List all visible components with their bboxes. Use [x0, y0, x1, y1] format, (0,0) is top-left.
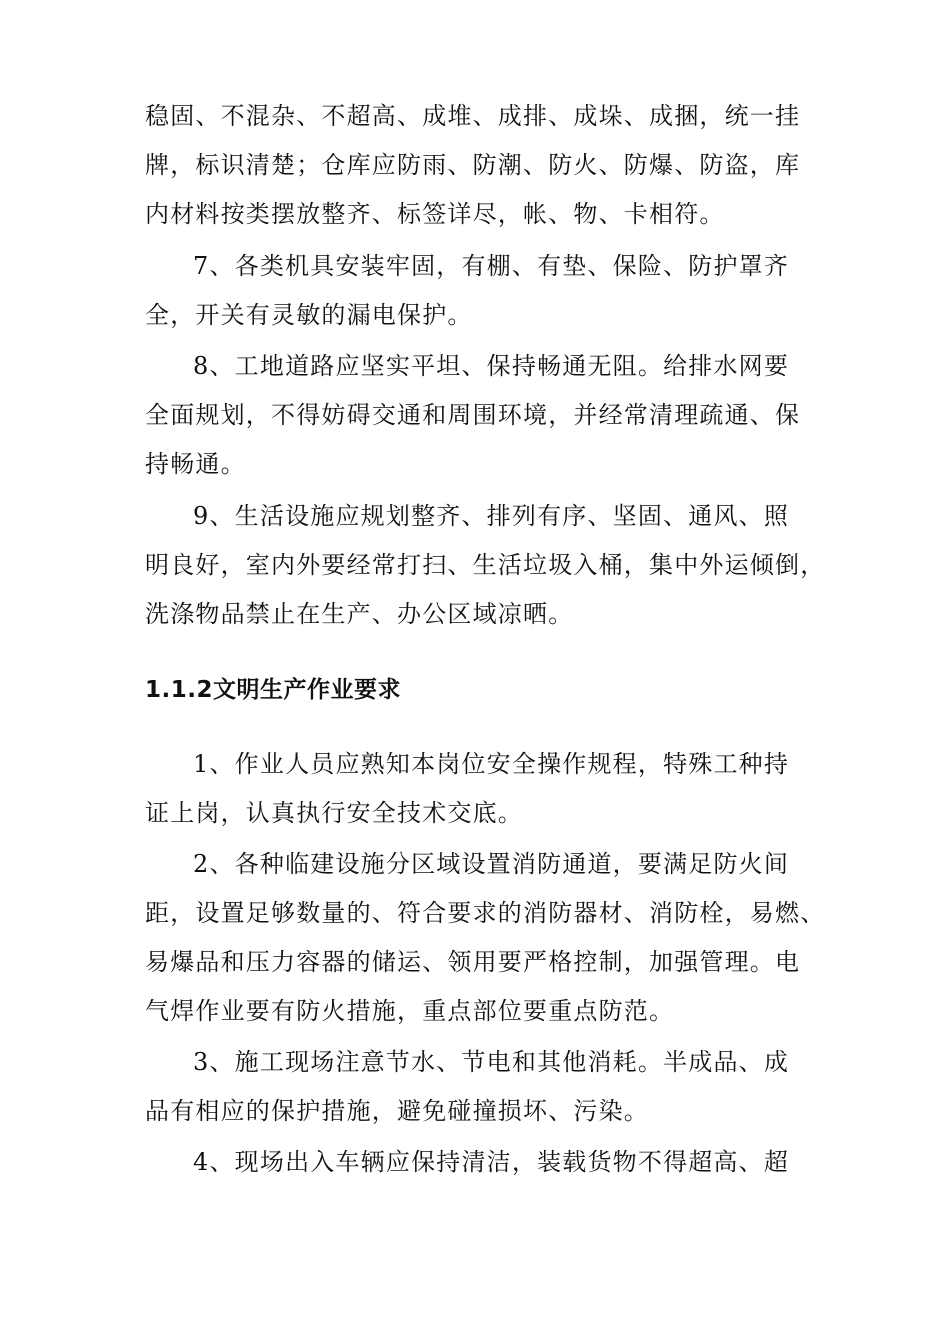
text-line: 证上岗，认真执行安全技术交底。: [145, 799, 523, 827]
text-line: 距，设置足够数量的、符合要求的消防器材、消防栓，易燃、: [145, 899, 826, 927]
section-heading: 1.1.2文明生产作业要求: [145, 677, 401, 703]
text-line: 持畅通。: [145, 450, 246, 478]
text-line: 气焊作业要有防火措施，重点部位要重点防范。: [145, 997, 675, 1025]
text-line: 牌，标识清楚；仓库应防雨、防潮、防火、防爆、防盗，库: [145, 151, 801, 179]
text-line: 品有相应的保护措施，避免碰撞损坏、污染。: [145, 1097, 649, 1125]
text-line: 洗涤物品禁止在生产、办公区域凉晒。: [145, 600, 574, 628]
paragraph-start-line: 8、工地道路应坚实平坦、保持畅通无阻。给排水网要: [193, 352, 790, 380]
text-line: 全，开关有灵敏的漏电保护。: [145, 301, 473, 329]
paragraph-start-line: 7、各类机具安装牢固，有棚、有垫、保险、防护罩齐: [193, 252, 790, 280]
paragraph-start-line: 2、各种临建设施分区域设置消防通道，要满足防火间: [193, 850, 790, 878]
paragraph-start-line: 9、生活设施应规划整齐、排列有序、坚固、通风、照: [193, 502, 790, 530]
text-line: 易爆品和压力容器的储运、领用要严格控制，加强管理。电: [145, 948, 801, 976]
text-line: 内材料按类摆放整齐、标签详尽，帐、物、卡相符。: [145, 200, 725, 228]
text-line: 全面规划，不得妨碍交通和周围环境，并经常清理疏通、保: [145, 401, 801, 429]
paragraph-start-line: 3、施工现场注意节水、节电和其他消耗。半成品、成: [193, 1048, 790, 1076]
paragraph-start-line: 4、现场出入车辆应保持清洁，装载货物不得超高、超: [193, 1148, 790, 1176]
text-line: 明良好，室内外要经常打扫、生活垃圾入桶，集中外运倾倒，: [145, 551, 826, 579]
text-line: 稳固、不混杂、不超高、成堆、成排、成垛、成捆，统一挂: [145, 102, 801, 130]
paragraph-start-line: 1、作业人员应熟知本岗位安全操作规程，特殊工种持: [193, 750, 790, 778]
